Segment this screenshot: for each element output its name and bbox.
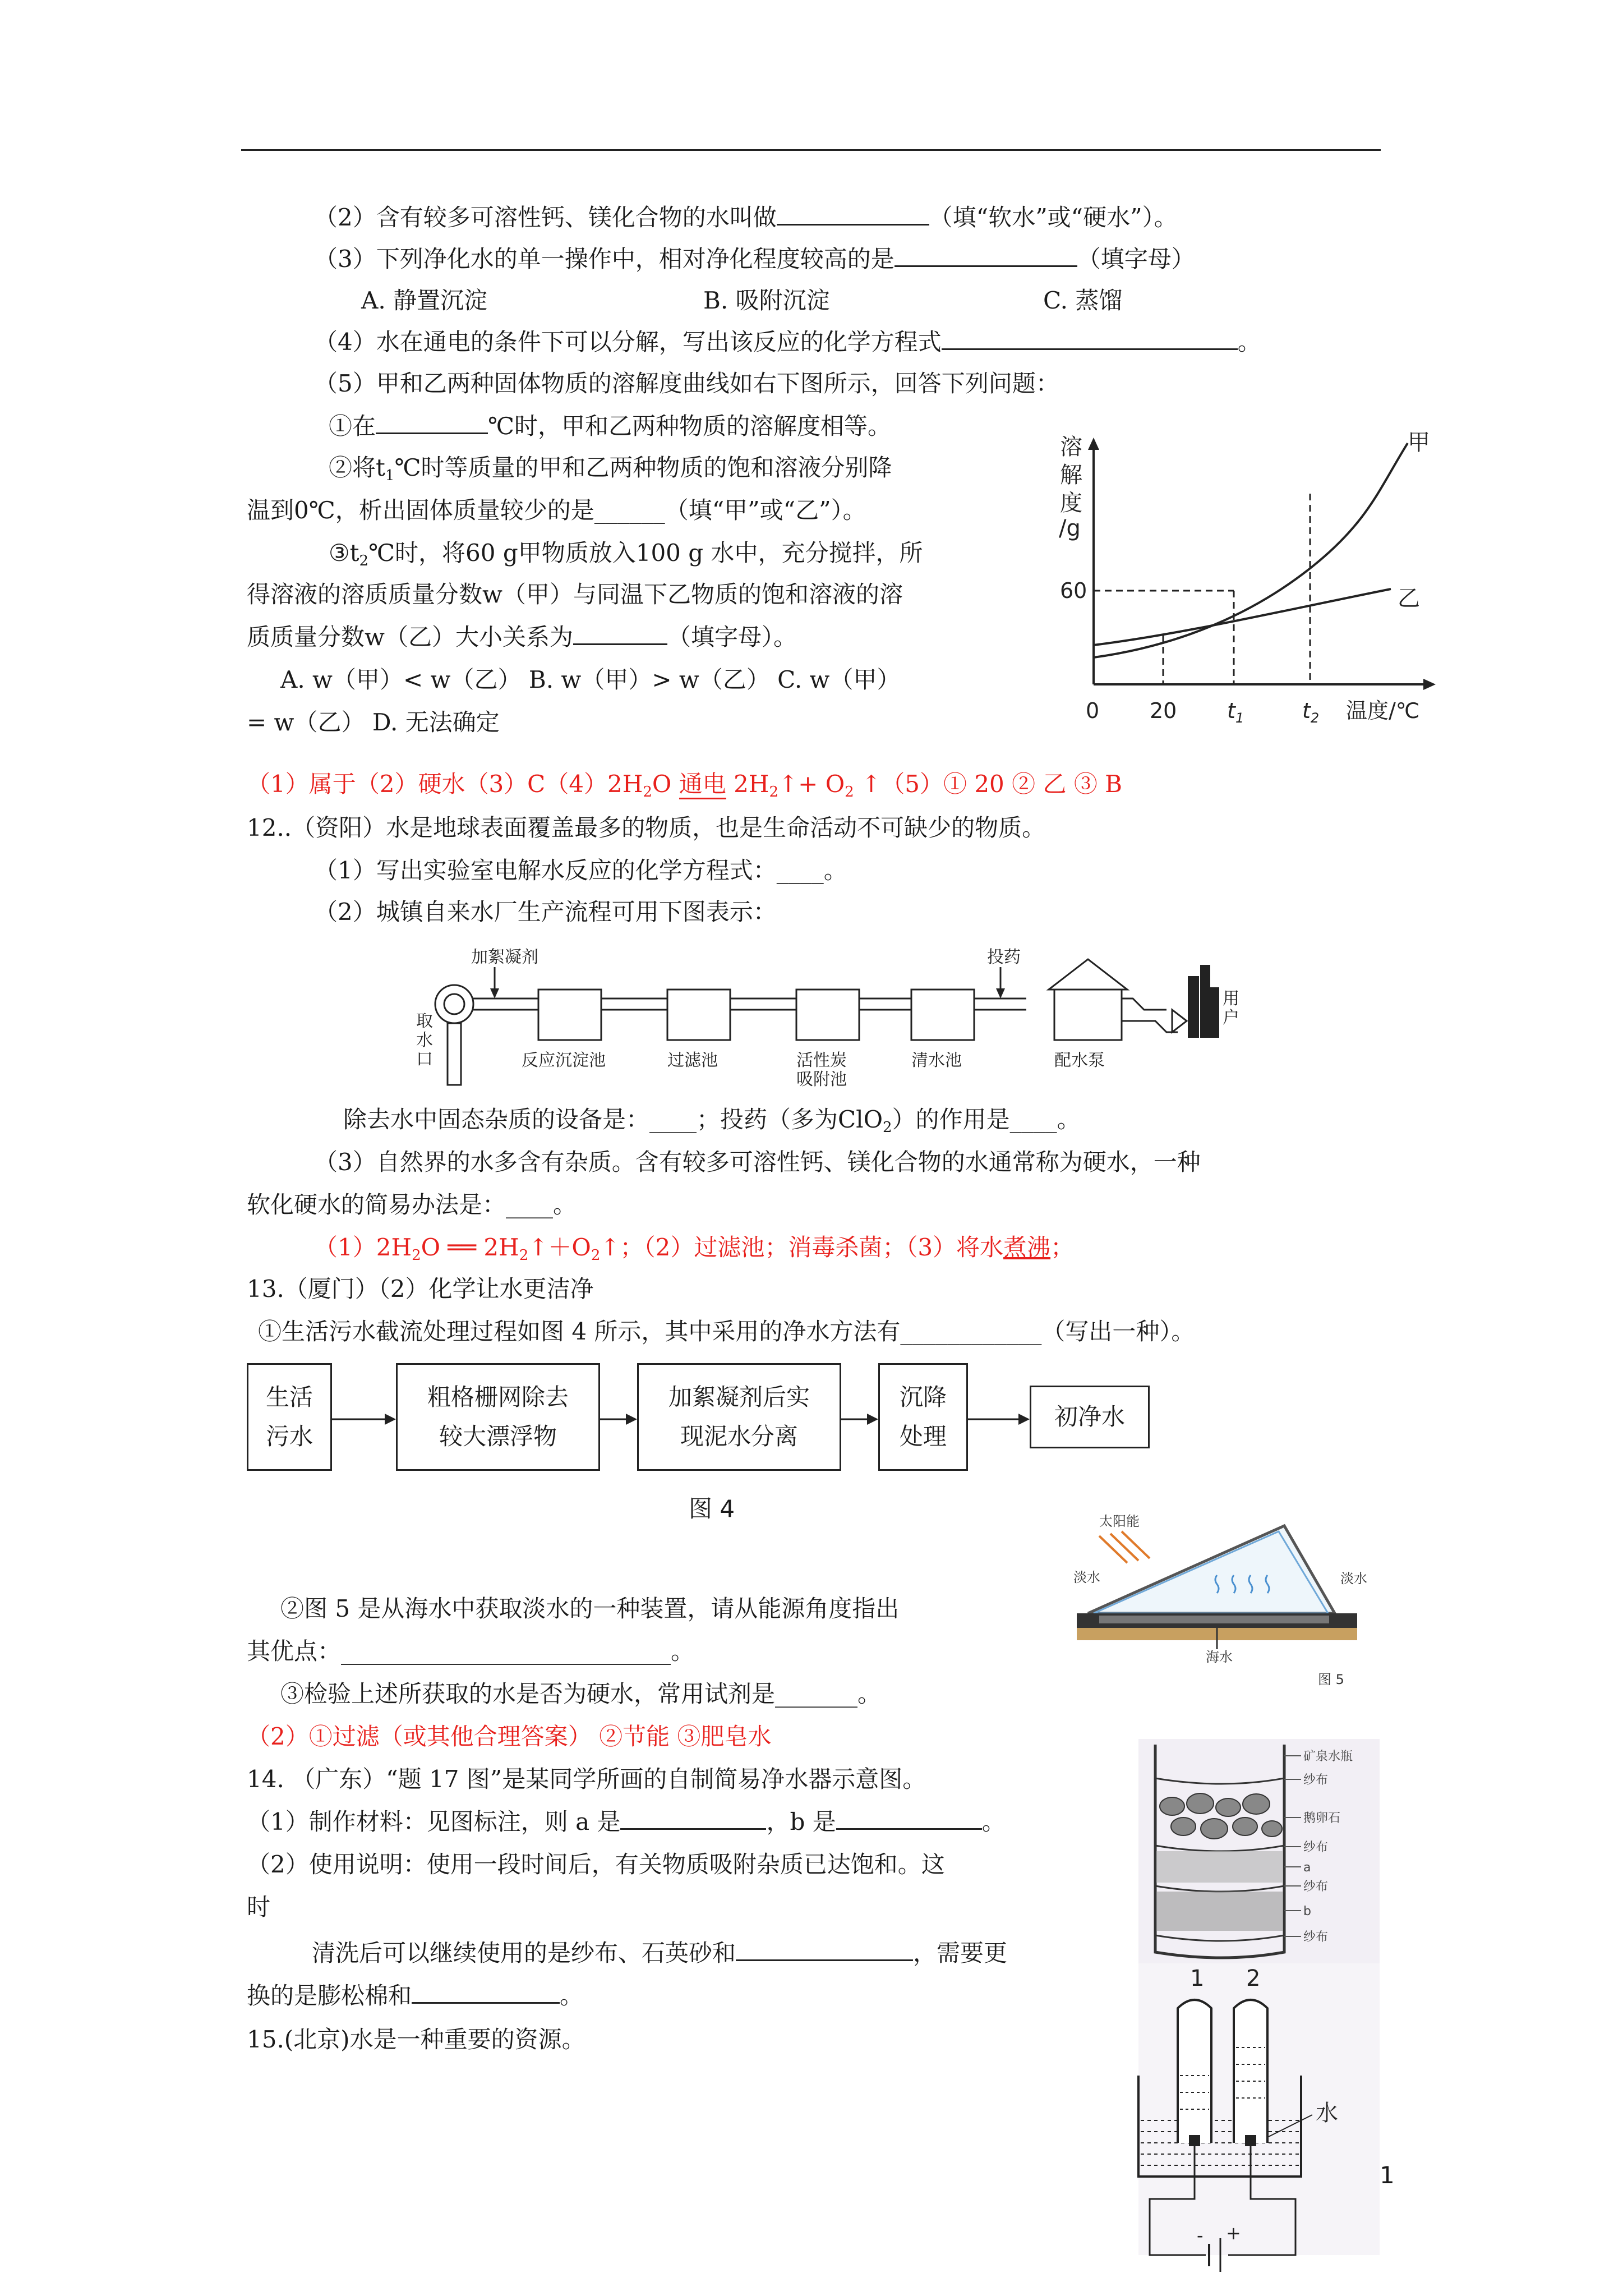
tank-filter <box>667 990 730 1040</box>
label-coagulant: 加絮凝剂 <box>471 947 538 967</box>
label-bottle: 矿泉水瓶 <box>1303 1750 1353 1764</box>
q11-part5: （5）甲和乙两种固体物质的溶解度曲线如右下图所示，回答下列问题： <box>314 370 1059 397</box>
flow-arrows <box>331 1408 1032 1430</box>
buildings-icon <box>1188 965 1219 1038</box>
tube-label-1: 1 <box>1190 1966 1205 1991</box>
svg-text:口: 口 <box>416 1050 433 1069</box>
tick-t1: $t_1$ <box>1227 698 1244 726</box>
reaction-condition: 通电 <box>679 770 726 799</box>
tank-clean <box>911 990 974 1040</box>
label-sea: 海水 <box>1206 1649 1233 1665</box>
electrolysis-figure <box>1116 1963 1396 2277</box>
label-tank1: 反应沉淀池 <box>522 1051 606 1070</box>
label-dosing: 投药 <box>987 947 1021 967</box>
pump-house <box>1054 990 1122 1040</box>
intake-label <box>416 1011 433 1069</box>
q12-part2: （2）城镇自来水厂生产流程可用下图表示： <box>314 898 777 926</box>
q12-part3: （3）自然界的水多含有杂质。含有较多可溶性钙、镁化合物的水通常称为硬水，一种 <box>314 1148 1201 1176</box>
solar-still-figure <box>1066 1509 1424 1700</box>
electrode-2 <box>1245 2135 1256 2146</box>
q13-sub2-cont: 其优点：____________________________。 <box>247 1637 695 1665</box>
svg-text:用: 用 <box>1223 989 1239 1009</box>
svg-text:溶: 溶 <box>1060 434 1082 460</box>
filter-labels <box>1284 1750 1353 1944</box>
tank-carbon <box>796 990 859 1040</box>
curve-yi <box>1094 589 1391 645</box>
battery-plus: + <box>1226 2223 1241 2244</box>
tick-0: 0 <box>1086 698 1100 723</box>
label-sun: 太阳能 <box>1099 1513 1140 1529</box>
svg-text:户: 户 <box>1223 1008 1239 1028</box>
q14-part2-cont2: 清洗后可以继续使用的是纱布、石英砂和 ，需要更 <box>312 1939 1008 1967</box>
svg-text:解: 解 <box>1060 462 1082 488</box>
q11-option-b: B. 吸附沉淀 <box>703 287 830 314</box>
tick-20: 20 <box>1150 698 1177 723</box>
q13-sub3: ③检验上述所获取的水是否为硬水，常用试剂是_______。 <box>280 1680 882 1708</box>
q14-part2-cont: 时 <box>247 1893 271 1921</box>
q11-part3: （3）下列净化水的单一操作中，相对净化程度较高的是 （填字母） <box>314 245 1195 273</box>
intake-wheel <box>435 985 473 1023</box>
y-axis-label <box>1059 434 1082 541</box>
q12-part3-cont: 软化硬水的简易办法是：____。 <box>247 1191 577 1218</box>
label-fresh-right: 淡水 <box>1340 1571 1367 1586</box>
tick-t2: $t_2$ <box>1302 698 1320 726</box>
label-gauze-1: 纱布 <box>1303 1773 1329 1787</box>
water-level <box>1141 2120 1299 2165</box>
label-gauze-2: 纱布 <box>1303 1841 1329 1855</box>
fig4-caption: 图 4 <box>689 1495 735 1522</box>
label-gauze-4: 纱布 <box>1303 1930 1329 1944</box>
layer-a <box>1156 1851 1283 1883</box>
q13-sub1: ①生活污水截流处理过程如图 4 所示，其中采用的净水方法有____________（写出一种）。 <box>258 1318 1195 1345</box>
page-number: 1 <box>1380 2161 1395 2189</box>
q14-part1: （1）制作材料：见图标注，则 a 是 ，b 是 。 <box>247 1808 1006 1835</box>
label-tank4: 清水池 <box>911 1051 962 1070</box>
q11-sub3-options-cont: = w（乙） D. 无法确定 <box>247 708 500 736</box>
water-plant-diagram <box>404 942 1279 1094</box>
curve-jia <box>1094 443 1408 657</box>
label-a: a <box>1303 1861 1311 1875</box>
q14-part2: （2）使用说明：使用一段时间后，有关物质吸附杂质已达饱和。这 <box>247 1851 945 1878</box>
sun-rays <box>1099 1531 1150 1563</box>
q11-sub3-cont2: 质质量分数w（乙）大小关系为 （填字母）。 <box>247 623 797 651</box>
tube-2 <box>1234 2000 1267 2143</box>
label-b: b <box>1303 1904 1311 1918</box>
q11-answer: （1）属于（2）硬水$(3)C(4)2H_2O$ 通电 $2H_2↑+ O_2$ ↑（5）① 20 ② 乙 ③ B <box>247 770 1123 800</box>
q12-part1: （1）写出实验室电解水反应的化学方程式：____。 <box>314 857 847 884</box>
label-pebbles: 鹅卵石 <box>1303 1811 1341 1825</box>
battery-minus: - <box>1197 2225 1204 2246</box>
tank-reaction <box>538 990 601 1040</box>
q15-title: 15.(北京)水是一种重要的资源。 <box>247 2026 585 2053</box>
q12-part2-question: 除去水中固态杂质的设备是：____；投药（多为ClO$_2$）的作用是____。 <box>343 1106 1081 1136</box>
label-gauze-3: 纱布 <box>1303 1880 1329 1894</box>
solubility-curve-figure <box>1043 421 1447 735</box>
fig5-caption: 图 5 <box>1318 1672 1344 1687</box>
q14-title: 14. （广东）“题 17 图”是某同学所画的自制简易净水器示意图。 <box>247 1765 926 1793</box>
q11-sub3-options: A. w（甲）< w（乙） B. w（甲）> w（乙） C. w（甲） <box>280 666 901 693</box>
q12-title: 12..（资阳）水是地球表面覆盖最多的物质，也是生命活动不可缺少的物质。 <box>247 814 1046 841</box>
q12-answer: $(1)2H_2O$ ══ $2H_2↑+O_2↑$；（2）过滤池；消毒杀菌；（3）将水煮沸； <box>314 1234 1075 1264</box>
tick-60: 60 <box>1060 578 1087 603</box>
label-tank3a: 活性炭 <box>796 1051 847 1070</box>
q11-sub2-cont: 温到0℃，析出固体质量较少的是______（填“甲”或“乙”）。 <box>247 496 866 524</box>
flow-box-5: 初净水 <box>1030 1386 1150 1448</box>
outflow-arrow <box>1122 999 1178 1032</box>
tube-1 <box>1178 2000 1211 2143</box>
label-tank3b: 吸附池 <box>796 1070 847 1089</box>
q11-option-c: C. 蒸馏 <box>1043 287 1123 314</box>
water-filter-figure <box>1138 1739 1380 1963</box>
trough <box>1138 2076 1301 2177</box>
q11-sub3-cont: 得溶液的溶质质量分数w（甲）与同温下乙物质的饱和溶液的溶 <box>247 581 903 608</box>
q11-part2: （2）含有较多可溶性钙、镁化合物的水叫做 （填“软水”或“硬水”）。 <box>314 204 1178 231</box>
q11-part4: （4）水在通电的条件下可以分解，写出该反应的化学方程式 。 <box>314 328 1261 356</box>
pebbles-layer <box>1160 1793 1282 1839</box>
q11-sub1: ①在 ℃时，甲和乙两种物质的溶解度相等。 <box>329 412 891 440</box>
flow-box-1: 生活 污水 <box>247 1363 332 1471</box>
electrode-1 <box>1189 2135 1200 2146</box>
label-water: 水 <box>1316 2100 1338 2126</box>
q11-sub2: ②将$t_1℃$时等质量的甲和乙两种物质的饱和溶液分别降 <box>329 454 892 484</box>
layer-b <box>1156 1892 1283 1931</box>
label-jia: 甲 <box>1408 430 1430 455</box>
flow-box-3: 加絮凝剂后实 现泥水分离 <box>637 1363 841 1471</box>
svg-text:取: 取 <box>416 1011 433 1031</box>
q13-sub2: ②图 5 是从海水中获取淡水的一种装置，请从能源角度指出 <box>280 1595 900 1622</box>
svg-text:水: 水 <box>416 1030 433 1050</box>
label-fresh-left: 淡水 <box>1073 1570 1100 1585</box>
x-axis-label: 温度/℃ <box>1346 698 1420 723</box>
header-rule <box>241 149 1381 151</box>
svg-text:度: 度 <box>1060 490 1082 516</box>
label-tank2: 过滤池 <box>667 1051 718 1070</box>
q11-sub3: $③t_2℃$时，将60 g甲物质放入100 g 水中，充分搅拌，所 <box>329 539 923 569</box>
q11-option-a: A. 静置沉淀 <box>361 287 488 314</box>
q13-title: 13.（厦门）（2）化学让水更洁净 <box>247 1275 594 1303</box>
svg-text:/g: /g <box>1059 516 1081 541</box>
flow-box-4: 沉降 处理 <box>878 1363 968 1471</box>
y-axis-arrow <box>1088 438 1099 450</box>
circuit-wire <box>1150 2146 1295 2255</box>
flow-box-2: 粗格栅网除去 较大漂浮物 <box>396 1363 600 1471</box>
q13-answer: （2）①过滤（或其他合理答案） ②节能 ③肥皂水 <box>247 1723 772 1750</box>
x-axis-arrow <box>1423 679 1436 690</box>
q14-part2-cont3: 换的是膨松棉和 。 <box>247 1982 584 2009</box>
user-label <box>1223 989 1239 1028</box>
tube-label-2: 2 <box>1246 1966 1261 1991</box>
label-yi: 乙 <box>1398 586 1420 611</box>
label-pump: 配水泵 <box>1054 1051 1105 1070</box>
